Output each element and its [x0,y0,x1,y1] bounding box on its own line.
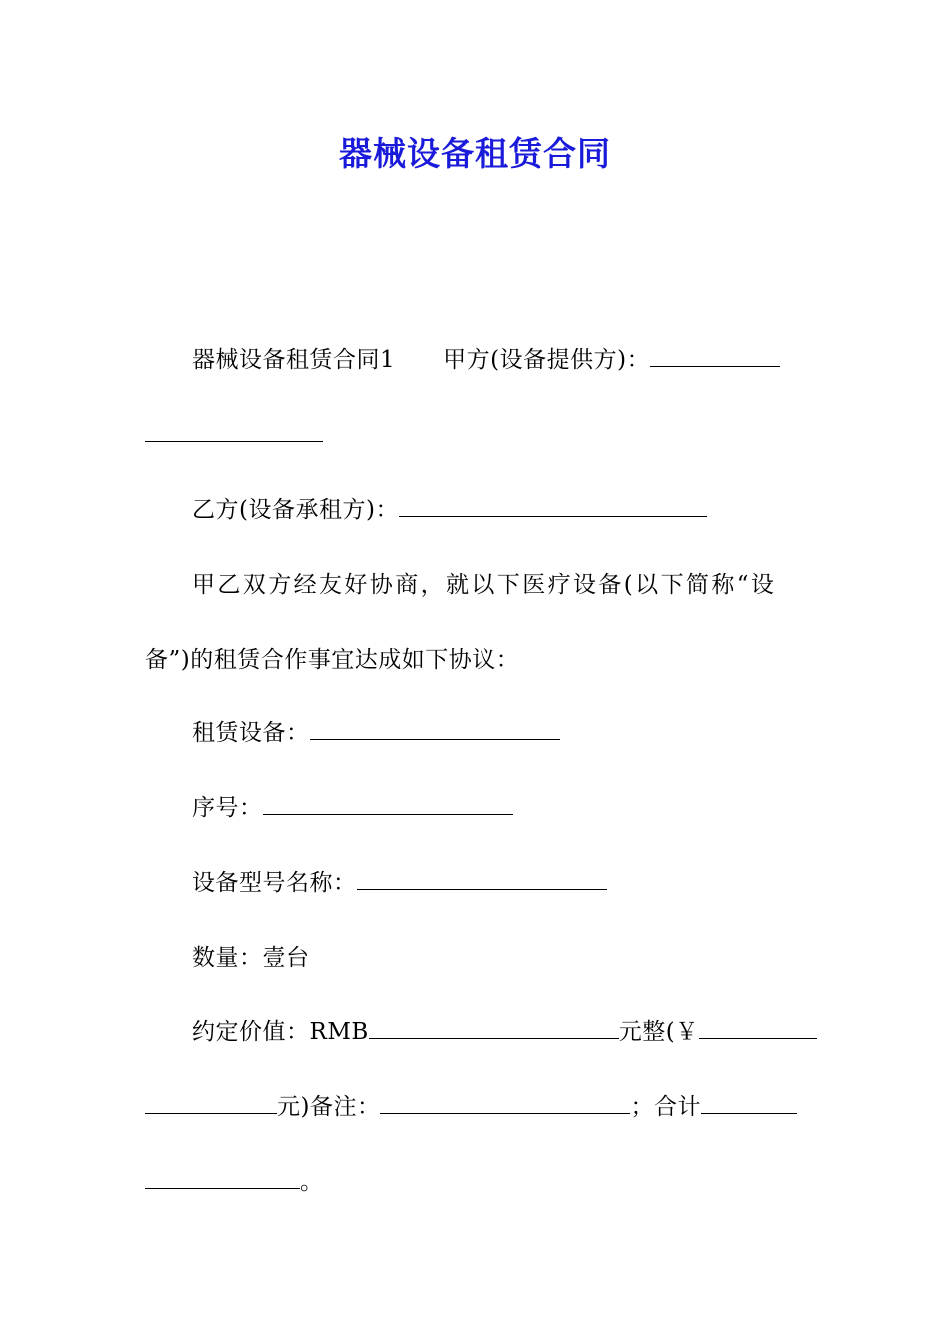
remarks-blank[interactable] [380,1093,630,1114]
party-a-blank-cont[interactable] [145,421,323,442]
equipment-line [192,718,560,748]
value-line [192,1017,817,1047]
party-b-label: 乙方(设备承租方)： [192,497,399,523]
value-yuan-blank-cont[interactable] [145,1093,277,1114]
equipment-label: 租赁设备： [192,720,310,746]
value-rmb-blank[interactable] [369,1018,619,1039]
total-blank-cont[interactable] [145,1168,300,1189]
party-a-line [192,345,780,375]
intro-line-1: 甲乙双方经友好协商，就以下医疗设备(以下简称“设 [192,572,777,598]
model-blank[interactable] [357,869,607,890]
serial-blank[interactable] [263,794,513,815]
party-a-continuation [145,420,323,450]
party-a-blank[interactable] [650,346,780,367]
equipment-blank[interactable] [310,719,560,740]
document-title: 器械设备租赁合同 [339,134,611,173]
value-label: 约定价值：RMB [192,1019,369,1045]
total-label: ；合计 [630,1094,701,1120]
party-a-label: 甲方(设备提供方)： [443,347,651,373]
intro-line-2: 备”)的租赁合作事宜达成如下协议： [145,647,520,673]
model-label: 设备型号名称： [192,870,357,896]
serial-line [192,793,513,823]
party-a-heading: 器械设备租赁合同1 [192,347,396,373]
model-line [192,868,607,898]
party-b-blank[interactable] [399,496,707,517]
value-unit: 元整(￥ [618,1019,699,1045]
period: 。 [300,1169,324,1195]
serial-label: 序号： [192,795,263,821]
total-continuation [145,1167,324,1197]
value-close: 元)备注： [277,1094,381,1120]
remarks-line [145,1092,797,1122]
quantity-line: 数量：壹台 [192,945,310,971]
value-yuan-blank[interactable] [699,1018,817,1039]
party-b-line [192,495,707,525]
total-blank[interactable] [701,1093,797,1114]
